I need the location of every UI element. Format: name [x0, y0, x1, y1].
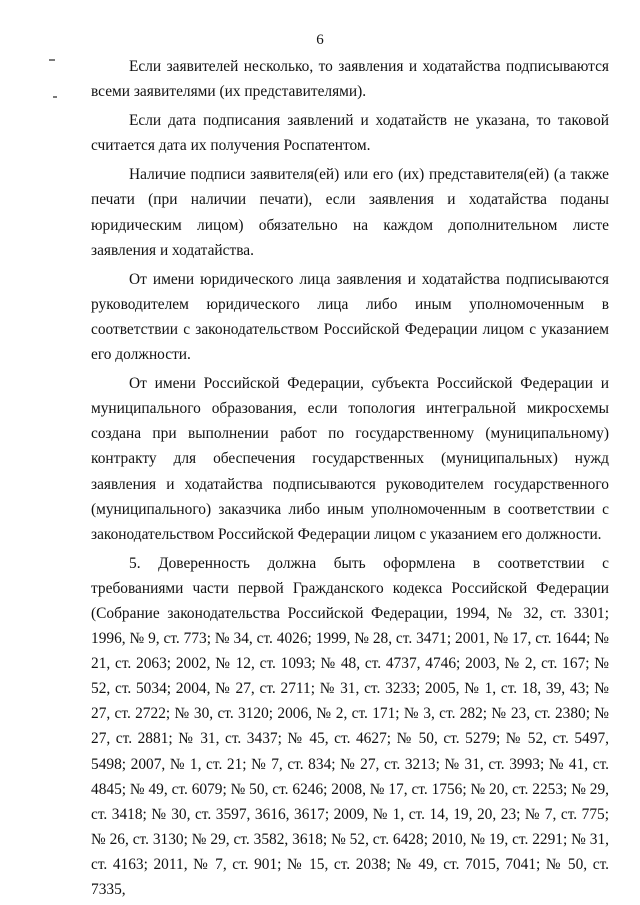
scan-mark: [53, 96, 57, 98]
scan-mark: [49, 59, 55, 61]
paragraph-signature-requirement: Наличие подписи заявителя(ей) или его (их) представителя(ей) (а также печати (при наличии печати), если заявления и ходатайства поданы юридическим лицом) обязательно на каждом дополнительном листе заявления и ходатайства.: [91, 166, 609, 259]
paragraph-state-contract-signature: От имени Российской Федерации, субъекта Российской Федерации и муниципального образования, если топология интегральной микросхемы создана при выполнении работ по государственному (муниципальному) контракту для обеспечения государственных (муниципальных) нужд заявления и ходатайства подписываются руководителем государственного (муниципального) заказчика либо иным уполномоченным в соответствии с законодательством Российской Федерации лицом с указанием его должности.: [91, 375, 609, 543]
page-number: 6: [316, 32, 324, 48]
paragraph-power-of-attorney: 5. Доверенность должна быть оформлена в соответствии с требованиями части первой Гражданского кодекса Российской Федерации (Собрание законодательства Российской Федерации, 1994, № 32, ст. 3301; 1996, № 9, ст. 773; № 34, ст. 4026; 1999, № 28, ст. 3471; 2001, № 17, ст. 1644; № 21, ст. 2063; 2002, № 12, ст. 1093; № 48, ст. 4737, 4746; 2003, № 2, ст. 167; № 52, ст. 5034; 2004, № 27, ст. 2711; № 31, ст. 3233; 2005, № 1, ст. 18, 39, 43; № 27, ст. 2722; № 30, ст. 3120; 2006, № 2, ст. 171; № 3, ст. 282; № 23, ст. 2380; № 27, ст. 2881; № 31, ст. 3437; № 45, ст. 4627; № 50, ст. 5279; № 52, ст. 5497, 5498; 2007, № 1, ст. 21; № 7, ст. 834; № 27, ст. 3213; № 31, ст. 3993; № 41, ст. 4845; № 49, ст. 6079; № 50, ст. 6246; 2008, № 17, ст. 1756; № 20, ст. 2253; № 29, ст. 3418; № 30, ст. 3597, 3616, 3617; 2009, № 1, ст. 14, 19, 20, 23; № 7, ст. 775; № 26, ст. 3130; № 29, ст. 3582, 3618; № 52, ст. 6428; 2010, № 19, ст. 2291; № 31, ст. 4163; 2011, № 7, ст. 901; № 15, ст. 2038; № 49, ст. 7015, 7041; № 50, ст. 7335,: [91, 554, 609, 898]
paragraph-multiple-applicants: Если заявителей несколько, то заявления и ходатайства подписываются всеми заявителями (их представителями).: [91, 58, 609, 101]
document-body: [91, 54, 609, 902]
paragraph-legal-entity-signature: От имени юридического лица заявления и ходатайства подписываются руководителем юридического лица либо иным уполномоченным в соответствии с законодательством Российской Федерации лицом с указанием его должности.: [91, 270, 609, 364]
paragraph-signing-date: Если дата подписания заявлений и ходатайств не указана, то таковой считается дата их получения Роспатентом.: [91, 112, 609, 155]
